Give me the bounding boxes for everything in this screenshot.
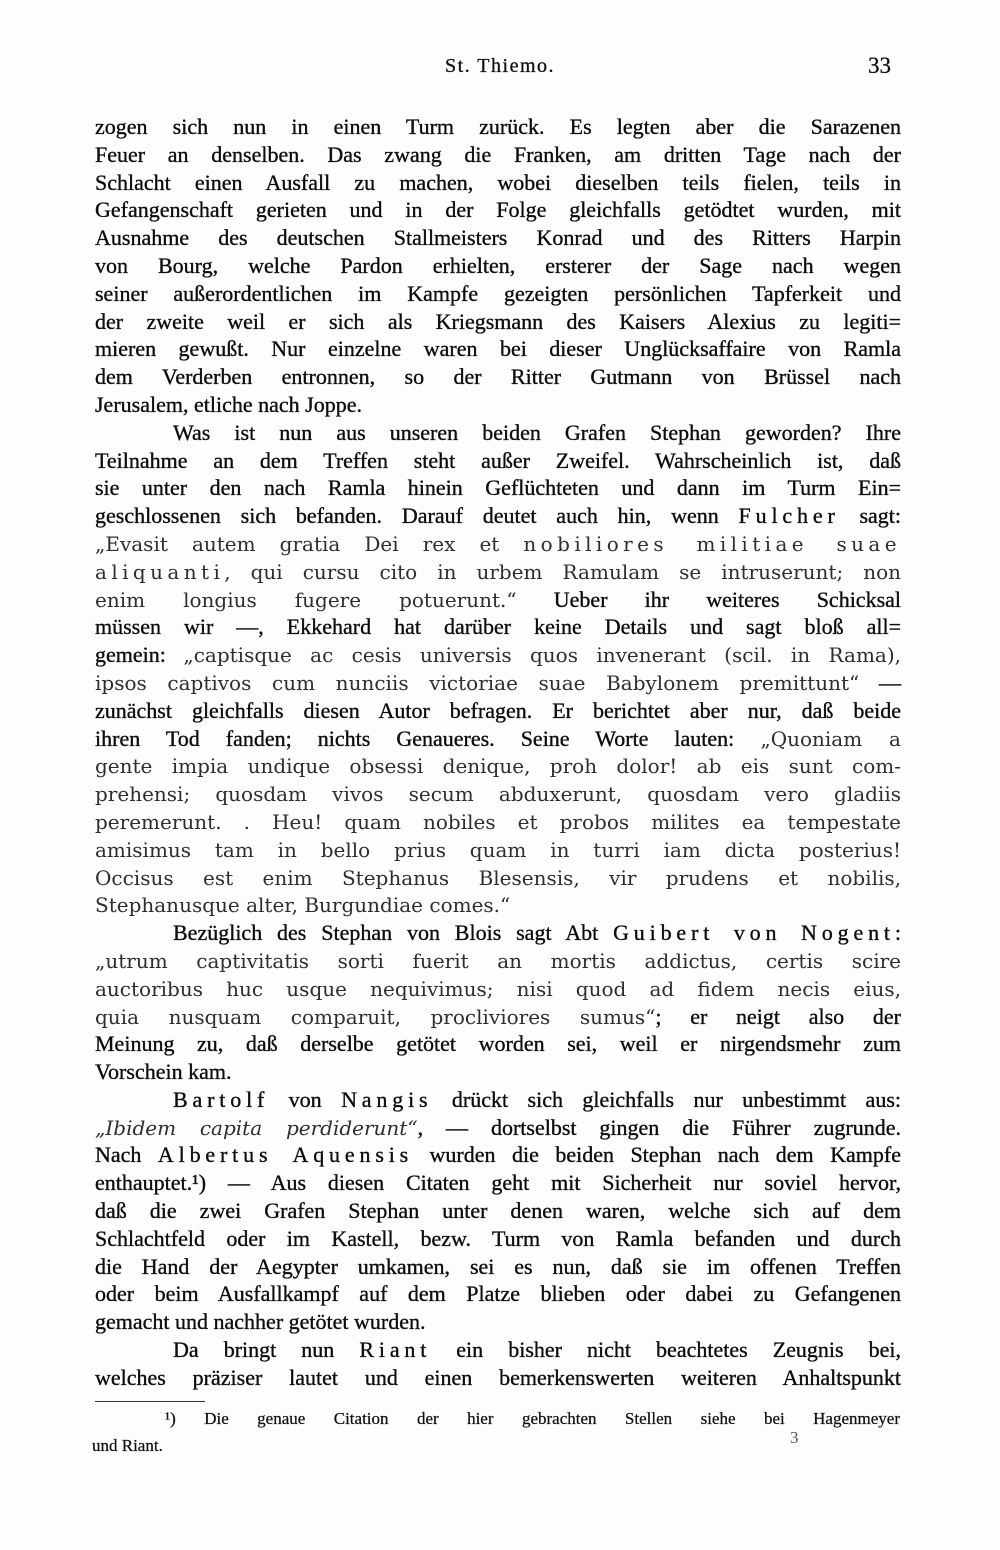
- text-body: [95, 113, 901, 1392]
- line-text: [95, 836, 901, 865]
- text-line: [95, 308, 901, 336]
- line-text: [95, 1253, 901, 1281]
- text-line: [95, 836, 901, 864]
- latin-quotation: Occisus est enim Stephanus Blesensis, vir prudens et nobilis,: [95, 865, 901, 890]
- line-text: [173, 1086, 901, 1114]
- emphasized-text: Fulcher: [738, 503, 840, 529]
- line-text: [95, 1058, 231, 1086]
- text-segment: Schlacht einen Ausfall zu machen, wobei dieselben teils fielen, teils in: [95, 169, 902, 195]
- line-text: [95, 1169, 901, 1197]
- text-segment: Bezüglich des Stephan von Blois sagt Abt: [173, 920, 614, 946]
- text-segment: mieren gewußt. Nur einzelne waren bei dieser Unglücksaffaire von Ramla: [95, 336, 901, 362]
- text-line: [95, 1253, 901, 1281]
- line-text: [95, 1030, 901, 1058]
- line-text: [95, 947, 901, 976]
- latin-quotation: ipsos captivos cum nunciis victoriae suae Babylonem premittunt“: [95, 670, 860, 695]
- text-line: [95, 725, 901, 753]
- text-line: [95, 919, 901, 947]
- line-text: [95, 780, 901, 809]
- line-text: [95, 335, 901, 363]
- text-segment: Schlachtfeld oder im Kastell, bezw. Turm von Ramla befanden und durch: [95, 1225, 902, 1251]
- text-segment: sagt:: [839, 503, 902, 529]
- latin-quotation: , qui cursu cito in urbem Ramulam se intruserunt; non: [224, 559, 901, 584]
- text-segment: Ueber ihr weiteres Schicksal: [516, 586, 902, 612]
- paragraph: [95, 419, 901, 919]
- line-text: [95, 1280, 901, 1308]
- line-text: [173, 1336, 901, 1364]
- text-segment: müssen wir —, Ekkehard hat darüber keine Details und sagt bloß all=: [95, 614, 901, 640]
- text-line: [95, 641, 901, 669]
- text-segment: Feuer an denselben. Das zwang die Franken, am dritten Tage nach der: [95, 141, 901, 167]
- line-text: [95, 586, 901, 615]
- text-line: [95, 891, 901, 919]
- footnote-line: [92, 1405, 900, 1432]
- line-text: [95, 975, 901, 1004]
- line-text: [95, 1114, 901, 1143]
- text-segment: Meinung zu, daß derselbe getötet worden sei, weil er nirgendsmehr zum: [95, 1031, 901, 1057]
- paragraph: [95, 919, 901, 1086]
- text-line: [95, 808, 901, 836]
- text-line: [95, 196, 901, 224]
- text-line: [95, 669, 901, 697]
- latin-quotation: amisimus tam in bello prius quam in turri iam dicta posterius!: [95, 837, 901, 862]
- text-segment: Da bringt nun: [173, 1337, 360, 1363]
- line-text: [95, 196, 901, 224]
- text-segment: der zweite weil er sich als Kriegsmann des Kaisers Alexius zu legiti=: [95, 308, 901, 334]
- text-line: [95, 113, 901, 141]
- footnote-line: [92, 1432, 900, 1459]
- text-segment: ; er neigt also der: [655, 1003, 901, 1029]
- text-segment: geschlossenen sich befanden. Darauf deutet auch hin, wenn: [95, 503, 739, 529]
- text-line: [95, 752, 901, 780]
- text-segment: welches präziser lautet und einen bemerkenswerten weiteren Anhaltspunkt: [95, 1364, 901, 1390]
- text-segment: zogen sich nun in einen Turm zurück. Es legten aber die Sarazenen: [95, 114, 901, 139]
- line-text: [95, 808, 901, 837]
- text-segment: wurden die beiden Stephan nach dem Kampfe: [413, 1142, 901, 1168]
- line-text: [95, 613, 901, 641]
- text-segment: ihren Tod fanden; nichts Genaueres. Seine Worte lauten:: [95, 725, 761, 751]
- text-line: [95, 252, 901, 280]
- line-text: [95, 530, 901, 559]
- text-line: [95, 780, 901, 808]
- text-line: [95, 474, 901, 502]
- text-line: [95, 864, 901, 892]
- text-line: [95, 447, 901, 475]
- line-text: [95, 502, 901, 530]
- latin-quotation: „Quoniam a: [760, 726, 901, 751]
- text-segment: :: [894, 920, 901, 946]
- text-line: [95, 530, 901, 558]
- line-text: [95, 141, 901, 169]
- line-text: [173, 419, 901, 447]
- line-text: [95, 1308, 425, 1336]
- text-segment: von Bourg, welche Pardon erhielten, ersterer der Sage nach wegen: [95, 252, 901, 278]
- text-line: [95, 558, 901, 586]
- line-text: [95, 891, 510, 920]
- text-segment: die Hand der Aegypter umkamen, sei es nun, daß sie im offenen Treffen: [95, 1253, 901, 1279]
- text-segment: dem Verderben entronnen, so der Ritter Gutmann von Brüssel nach: [95, 364, 901, 390]
- emphasized-latin-text: nobiliores militiae suae: [523, 531, 901, 556]
- text-segment: Teilnahme an dem Treffen steht außer Zweifel. Wahrscheinlich ist, daß: [95, 447, 901, 473]
- line-text: [95, 252, 901, 280]
- latin-quotation: peremerunt. . Heu! quam nobiles et probos milites ea tempestate: [95, 809, 901, 834]
- running-head: St. Thiemo.: [444, 55, 556, 77]
- text-line: [95, 1169, 901, 1197]
- text-segment: enthauptet.¹) — Aus diesen Citaten geht mit Sicherheit nur soviel hervor,: [95, 1170, 901, 1196]
- line-text: [173, 919, 901, 947]
- paragraph: [95, 1086, 901, 1336]
- line-text: [95, 363, 901, 391]
- line-text: [95, 669, 901, 698]
- line-text: [95, 447, 901, 475]
- emphasized-text: Riant: [359, 1337, 432, 1363]
- latin-quotation: gente impia undique obsessi denique, proh dolor! ab eis sunt com-: [95, 754, 901, 779]
- footnotes: [92, 1405, 900, 1459]
- text-line: [95, 613, 901, 641]
- text-line: [95, 1197, 901, 1225]
- text-line: [95, 419, 901, 447]
- text-line: [95, 280, 901, 308]
- text-line: [95, 1364, 901, 1392]
- text-line: [95, 697, 901, 725]
- text-segment: Gefangenschaft gerieten und in der Folge gleichfalls getödtet wurden, mit: [95, 197, 901, 223]
- text-segment: gemein:: [95, 642, 184, 668]
- line-text: [95, 752, 901, 781]
- emphasized-text: Guibert von Nogent: [613, 920, 895, 946]
- line-text: [95, 558, 901, 587]
- text-line: [95, 1030, 901, 1058]
- line-text: [95, 280, 901, 308]
- text-line: [95, 1058, 901, 1086]
- latin-quotation: quia nusquam comparuit, procliviores sumus“: [95, 1004, 656, 1029]
- line-text: [95, 641, 901, 670]
- text-line: [95, 502, 901, 530]
- emphasized-text: Nangis: [341, 1086, 433, 1112]
- text-segment: zunächst gleichfalls diesen Autor befragen. Er berichtet aber nur, daß beide: [95, 697, 901, 723]
- latin-quotation: enim longius fugere potuerunt.“: [95, 587, 517, 612]
- text-segment: Nach: [95, 1142, 158, 1168]
- text-segment: oder beim Ausfallkampf auf dem Platze blieben oder dabei zu Gefangenen: [95, 1281, 901, 1307]
- text-line: [95, 363, 901, 391]
- text-segment: seiner außerordentlichen im Kampfe gezeigten persönlichen Tapferkeit und: [95, 280, 901, 306]
- line-text: [95, 1141, 901, 1169]
- text-line: [95, 1141, 901, 1169]
- text-segment: daß die zwei Grafen Stephan unter denen waren, welche sich auf dem: [95, 1198, 901, 1224]
- latin-quotation: „Evasit autem gratia Dei rex et: [95, 531, 524, 556]
- signature-mark: 3: [790, 1428, 799, 1447]
- text-line: [95, 1336, 901, 1364]
- line-text: [92, 1432, 163, 1459]
- text-segment: ¹) Die genaue Citation der hier gebrachten Stellen siehe bei Hagenmeyer: [165, 1409, 900, 1428]
- line-text: [95, 1197, 901, 1225]
- line-text: [95, 864, 901, 893]
- text-line: [95, 586, 901, 614]
- line-text: [95, 697, 901, 725]
- text-line: [95, 1086, 901, 1114]
- emphasized-latin-text: aliquanti: [95, 559, 225, 584]
- text-segment: sie unter den nach Ramla hinein Geflüchteten und dann im Turm Ein=: [95, 475, 901, 501]
- text-line: [95, 169, 901, 197]
- line-text: [95, 1225, 901, 1253]
- latin-quotation: prehensi; quosdam vivos secum abduxerunt, quosdam vero gladiis: [95, 782, 901, 807]
- paragraph: [95, 1336, 901, 1392]
- footnote-rule: [95, 1401, 205, 1402]
- italic-latin-quotation: „Ibidem capita perdiderunt“: [95, 1115, 418, 1140]
- line-text: [95, 169, 901, 197]
- footnote: [92, 1405, 900, 1459]
- text-segment: Ausnahme des deutschen Stallmeisters Konrad und des Ritters Harpin: [95, 225, 901, 251]
- latin-quotation: „captisque ac cesis universis quos invenerant (scil. in Rama),: [183, 643, 901, 668]
- text-segment: und Riant.: [92, 1436, 163, 1455]
- text-line: [95, 141, 901, 169]
- text-line: [95, 224, 901, 252]
- line-text: [95, 1364, 901, 1392]
- latin-quotation: „utrum captivitatis sorti fuerit an mortis addictus, certis scire: [95, 948, 901, 973]
- text-line: [95, 1114, 901, 1142]
- text-segment: , — dortselbst gingen die Führer zugrunde.: [417, 1114, 902, 1140]
- text-segment: Jerusalem, etliche nach Joppe.: [95, 391, 362, 417]
- text-line: [95, 947, 901, 975]
- emphasized-text: Albertus Aquensis: [157, 1142, 414, 1168]
- latin-quotation: Stephanusque alter, Burgundiae comes.“: [95, 893, 511, 918]
- line-text: [95, 474, 901, 502]
- text-line: [95, 975, 901, 1003]
- text-line: [95, 1225, 901, 1253]
- text-line: [95, 1280, 901, 1308]
- text-line: [95, 391, 901, 419]
- emphasized-text: Bartolf: [173, 1086, 270, 1112]
- line-text: [95, 308, 901, 336]
- text-segment: —: [859, 669, 901, 695]
- paragraph: [95, 113, 901, 419]
- line-text: [95, 113, 901, 141]
- line-text: [95, 224, 901, 252]
- text-line: [95, 1308, 901, 1336]
- latin-quotation: auctoribus huc usque nequivimus; nisi quod ad fidem necis eius,: [95, 976, 901, 1001]
- text-line: [95, 1003, 901, 1031]
- text-line: [95, 335, 901, 363]
- text-segment: Vorschein kam.: [95, 1059, 232, 1085]
- text-segment: Was ist nun aus unseren beiden Grafen Stephan geworden? Ihre: [173, 419, 901, 445]
- line-text: [95, 1003, 901, 1032]
- text-segment: gemacht und nachher getötet wurden.: [95, 1309, 426, 1335]
- page-number: 33: [868, 53, 891, 78]
- text-segment: ein bisher nicht beachtetes Zeugnis bei,: [431, 1337, 902, 1363]
- text-segment: drückt sich gleichfalls nur unbestimmt aus:: [432, 1086, 901, 1112]
- text-segment: von: [269, 1086, 342, 1112]
- line-text: [95, 725, 901, 754]
- line-text: [95, 391, 362, 419]
